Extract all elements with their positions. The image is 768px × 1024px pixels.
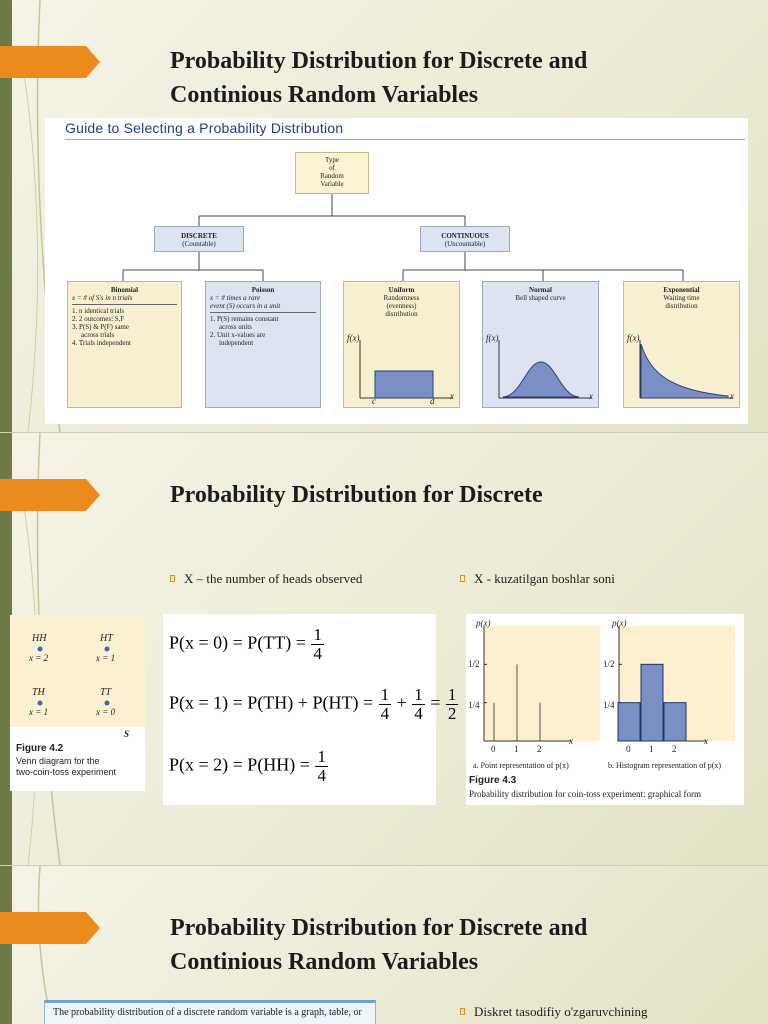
slide-title-line1: Probability Distribution for Discrete and [170,915,588,941]
exponential-curve [628,336,736,406]
normal-curve [487,336,595,406]
histogram-bar-1 [641,664,663,741]
guide-diagram [45,118,748,424]
bullet-english: X – the number of heads observed [170,571,362,587]
histogram-bar-0 [618,703,640,741]
x-tick-a-0: 0 [491,744,496,754]
y-tick-half-a: 1/2 [468,659,480,669]
x-tick-a-1: 1 [514,744,519,754]
poisson-box: Poisson x = # times a rare event (S) occurs in a unit 1. P(S) remains constant across units 2. Unit x-values are independent [205,281,321,408]
slide-2 [0,433,768,865]
bullet-uzbek: X - kuzatilgan boshlar soni [460,571,615,587]
x-tick-b-0: 0 [626,744,631,754]
normal-box: Normal Bell shaped curve f(x) x [482,281,599,408]
chart-background [484,626,600,741]
venn-figure: HH HT TH TT x = 2 x = 1 x = 1 x = 0 S Figure 4.2 Venn diagram for the two-coin-toss experiment [10,615,145,791]
x-tick-b-1: 1 [649,744,654,754]
slide-title-line2: Continious Random Variables [170,949,479,975]
y-tick-quarter-a: 1/4 [468,700,480,710]
equation-x2: P(x = 2) = P(HH) = $\frac{1}{4}$ [169,747,326,785]
root-node: Type of Random Variable [295,152,369,194]
exponential-box: Exponential Waiting time distribution f(x) x [623,281,740,408]
slide-title-line1: Probability Distribution for Discrete and [170,48,588,74]
equation-x0: P(x = 0) = P(TT) = $\frac{1}{4}$ [169,625,322,663]
slide-3 [0,866,768,1024]
definition-box: The probability distribution of a discrete random variable is a graph, table, or [44,1000,376,1024]
accent-arrow [0,479,100,511]
y-tick-half-b: 1/2 [603,659,615,669]
x-tick-b-2: 2 [672,744,677,754]
uniform-box: Uniform Randomness (evenness) distribution f(x) c d x [343,281,460,408]
continuous-node: CONTINUOUS (Uncountable) [420,226,510,252]
y-tick-quarter-b: 1/4 [603,700,615,710]
figure-4-3: p(x) p(x) 1/2 1/4 1/2 1/4 0 1 2 x 0 1 2 x a. Point representation of p(x) b. Histogram representation of p(x) Figure 4.3 Probability distribution for coin-toss experiment: graphical form [466,614,744,805]
binomial-box: Binomial x = # of S's in n trials 1. n identical trials 2. 2 outcomes: S,F 3. P(S) & P(F) same across trials 4. Trials independent [67,281,182,408]
accent-arrow [0,46,100,78]
histogram-bar-2 [664,703,686,741]
uniform-curve [348,336,456,406]
slide-title-line2: Continious Random Variables [170,82,479,108]
equation-x1: P(x = 1) = P(TH) + P(HT) = $\frac{1}{4}$ + $\frac{1}{4}$ = $\frac{1}{2}$ [169,685,457,723]
accent-arrow [0,912,100,944]
slide-title: Probability Distribution for Discrete [170,482,543,508]
equations-panel [163,614,457,805]
guide-title: Guide to Selecting a Probability Distribution [65,120,344,136]
slide-1 [0,0,768,432]
bullet-uzbek: Diskret tasodifiy o'zgaruvchining [460,1004,647,1020]
coin-toss-charts [466,614,744,764]
discrete-node: DISCRETE (Countable) [154,226,244,252]
x-tick-a-2: 2 [537,744,542,754]
